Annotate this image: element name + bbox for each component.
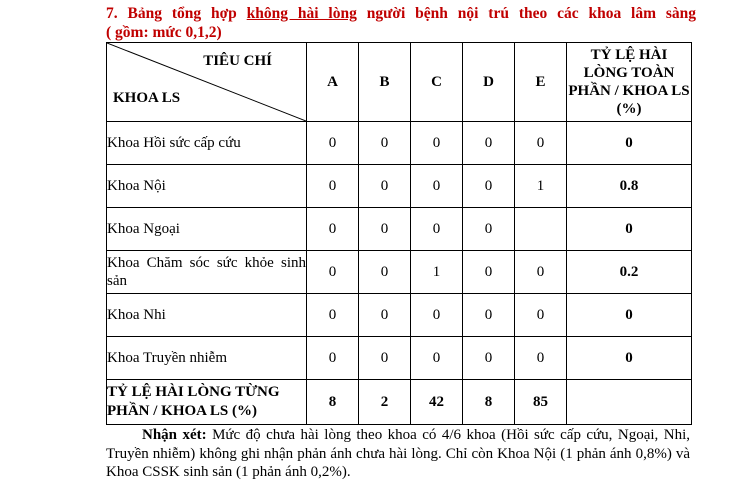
table-row [107, 122, 692, 165]
cell-e [515, 208, 567, 251]
cell-e: 1 [515, 165, 567, 208]
cell-a: 0 [307, 294, 359, 337]
cell-a: 0 [307, 165, 359, 208]
heading-line-1 [106, 4, 696, 23]
cell-d: 0 [463, 122, 515, 165]
cell-a: 0 [307, 251, 359, 294]
remark-paragraph [106, 426, 690, 482]
cell-b: 0 [359, 165, 411, 208]
cell-c: 0 [411, 337, 463, 380]
dept-name: Khoa Ngoại [107, 208, 307, 251]
cell-ratio: 0.8 [567, 165, 692, 208]
dept-name: Khoa Hồi sức cấp cứu [107, 122, 307, 165]
column-header-a: A [307, 43, 359, 122]
cell-a: 0 [307, 122, 359, 165]
cell-b: 0 [359, 251, 411, 294]
footer-label: TỶ LỆ HÀI LÒNG TỪNG PHẦN / KHOA LS (%) [107, 380, 307, 425]
cell-e: 0 [515, 337, 567, 380]
diagonal-header-cell [107, 43, 307, 122]
footer-b: 2 [359, 380, 411, 425]
dept-label: KHOA LS [113, 90, 181, 106]
cell-b: 0 [359, 122, 411, 165]
heading-after: người bệnh nội trú theo các khoa lâm sàng [366, 5, 697, 22]
remark-text: Mức độ chưa hài lòng theo khoa có 4/6 khoa (Hồi sức cấp cứu, Ngoại, Nhi, Truyền nhiễm) không ghi nhận phản ánh chưa hài lòng. Chỉ còn Khoa Nội (1 phản ánh 0,8%) và Khoa CSSK sinh sản (1 phản ánh 0,2%). [106, 427, 690, 480]
heading-line-2: ( gồm: mức 0,1,2) [106, 24, 222, 41]
footer-c: 42 [411, 380, 463, 425]
table-row [107, 337, 692, 380]
criteria-label: TIÊU CHÍ [203, 53, 272, 69]
cell-c: 1 [411, 251, 463, 294]
dept-name: Khoa Nhi [107, 294, 307, 337]
dept-name: Khoa Truyền nhiễm [107, 337, 307, 380]
footer-row [107, 380, 692, 425]
cell-d: 0 [463, 165, 515, 208]
cell-e: 0 [515, 294, 567, 337]
table-row [107, 294, 692, 337]
table-heading [106, 4, 696, 42]
footer-d: 8 [463, 380, 515, 425]
footer-ratio [567, 380, 692, 425]
table-row [107, 208, 692, 251]
cell-b: 0 [359, 294, 411, 337]
heading-number: 7. [106, 5, 118, 22]
cell-ratio: 0 [567, 337, 692, 380]
cell-a: 0 [307, 208, 359, 251]
cell-e: 0 [515, 251, 567, 294]
column-header-c: C [411, 43, 463, 122]
remark-label: Nhận xét: [142, 427, 207, 443]
cell-e: 0 [515, 122, 567, 165]
cell-c: 0 [411, 208, 463, 251]
cell-c: 0 [411, 294, 463, 337]
cell-c: 0 [411, 122, 463, 165]
header-row [107, 43, 692, 122]
cell-c: 0 [411, 165, 463, 208]
table-row [107, 165, 692, 208]
cell-d: 0 [463, 337, 515, 380]
footer-a: 8 [307, 380, 359, 425]
cell-d: 0 [463, 208, 515, 251]
dept-name: Khoa Nội [107, 165, 307, 208]
column-header-ratio: TỶ LỆ HÀI LÒNG TOÀN PHẦN / KHOA LS (%) [567, 43, 692, 122]
cell-d: 0 [463, 251, 515, 294]
column-header-b: B [359, 43, 411, 122]
heading-underlined: không hài lòng [246, 5, 357, 22]
cell-b: 0 [359, 337, 411, 380]
column-header-e: E [515, 43, 567, 122]
cell-ratio: 0 [567, 122, 692, 165]
cell-d: 0 [463, 294, 515, 337]
column-header-d: D [463, 43, 515, 122]
dept-name: Khoa Chăm sóc sức khỏe sinh sản [107, 251, 307, 294]
cell-ratio: 0.2 [567, 251, 692, 294]
satisfaction-table [106, 42, 692, 425]
cell-ratio: 0 [567, 208, 692, 251]
cell-b: 0 [359, 208, 411, 251]
table-row [107, 251, 692, 294]
heading-before: Bảng tổng hợp [127, 5, 237, 22]
footer-e: 85 [515, 380, 567, 425]
cell-a: 0 [307, 337, 359, 380]
cell-ratio: 0 [567, 294, 692, 337]
